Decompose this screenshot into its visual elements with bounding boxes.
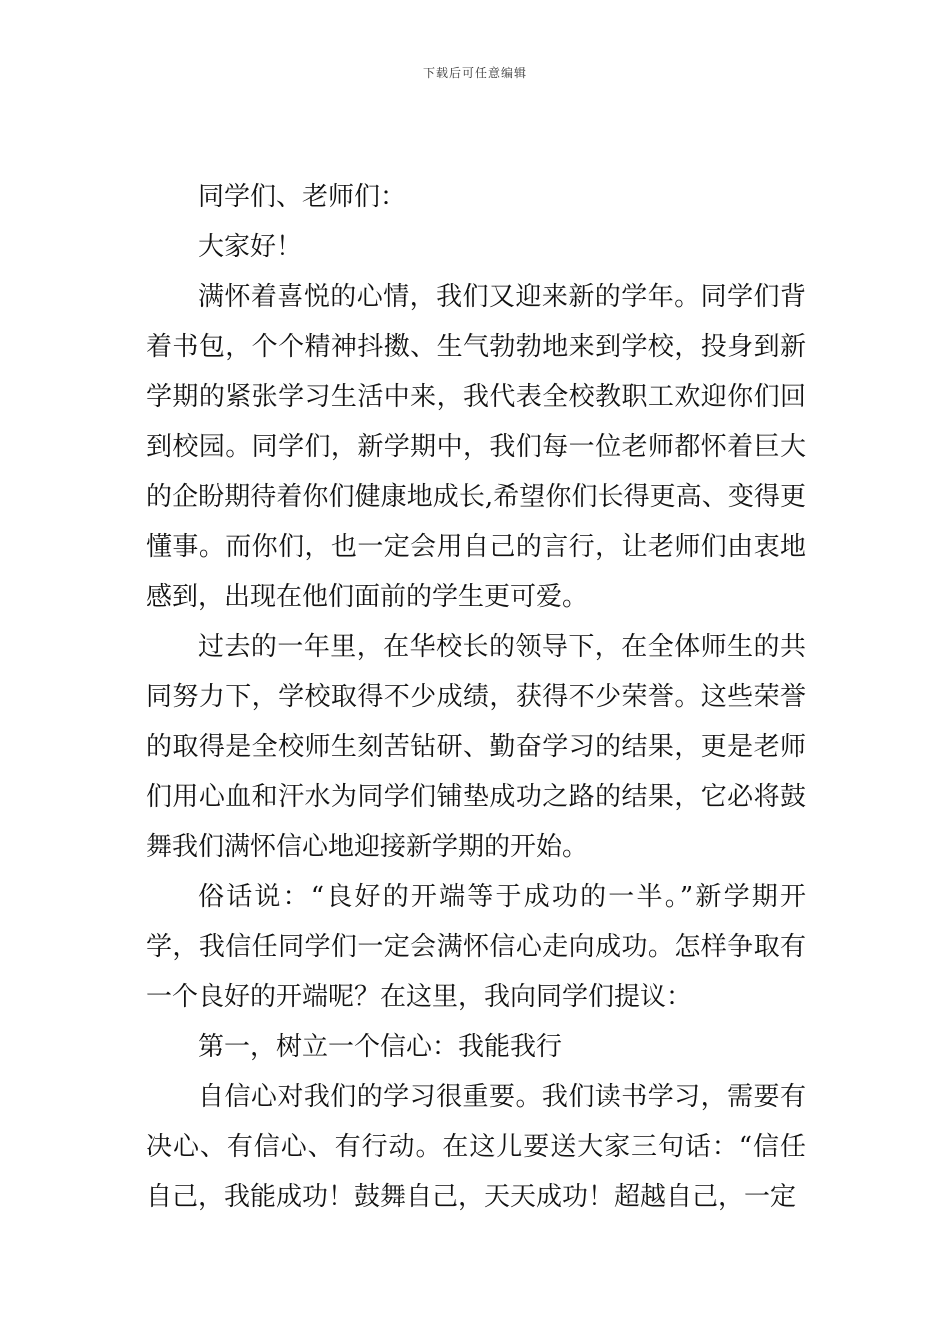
page-header-note: 下载后可任意编辑 bbox=[422, 66, 527, 80]
paragraph-proverb: 俗话说：“良好的开端等于成功的一半。”新学期开学，我信任同学们一定会满怀信心走向成功。怎样争取有一个良好的开端呢？在这里，我向同学们提议： bbox=[146, 882, 806, 1012]
paragraph-confidence: 自信心对我们的学习很重要。我们读书学习，需要有决心、有信心、有行动。在这儿要送大家三句话：“信任自己，我能成功！鼓舞自己，天天成功！超越自己，一定 bbox=[146, 1082, 806, 1212]
paragraph-point-one-heading: 第一，树立一个信心：我能我行 bbox=[198, 1032, 563, 1062]
document-body bbox=[146, 172, 806, 1222]
paragraph-greeting: 大家好！ bbox=[198, 232, 303, 262]
paragraph-welcome: 满怀着喜悦的心情，我们又迎来新的学年。同学们背着书包，个个精神抖擞、生气勃勃地来到学校，投身到新学期的紧张学习生活中来，我代表全校教职工欢迎你们回到校园。同学们，新学期中，我们每一位老师都怀着巨大的企盼期待着你们健康地成长,希望你们长得更高、变得更懂事。而你们，也一定会用自己的言行，让老师们由衷地感到，出现在他们面前的学生更可爱。 bbox=[146, 282, 806, 612]
paragraph-salutation: 同学们、老师们： bbox=[198, 182, 407, 212]
paragraph-past-year: 过去的一年里，在华校长的领导下，在全体师生的共同努力下，学校取得不少成绩，获得不少荣誉。这些荣誉的取得是全校师生刻苦钻研、勤奋学习的结果，更是老师们用心血和汗水为同学们铺垫成功之路的结果，它必将鼓舞我们满怀信心地迎接新学期的开始。 bbox=[146, 632, 806, 862]
